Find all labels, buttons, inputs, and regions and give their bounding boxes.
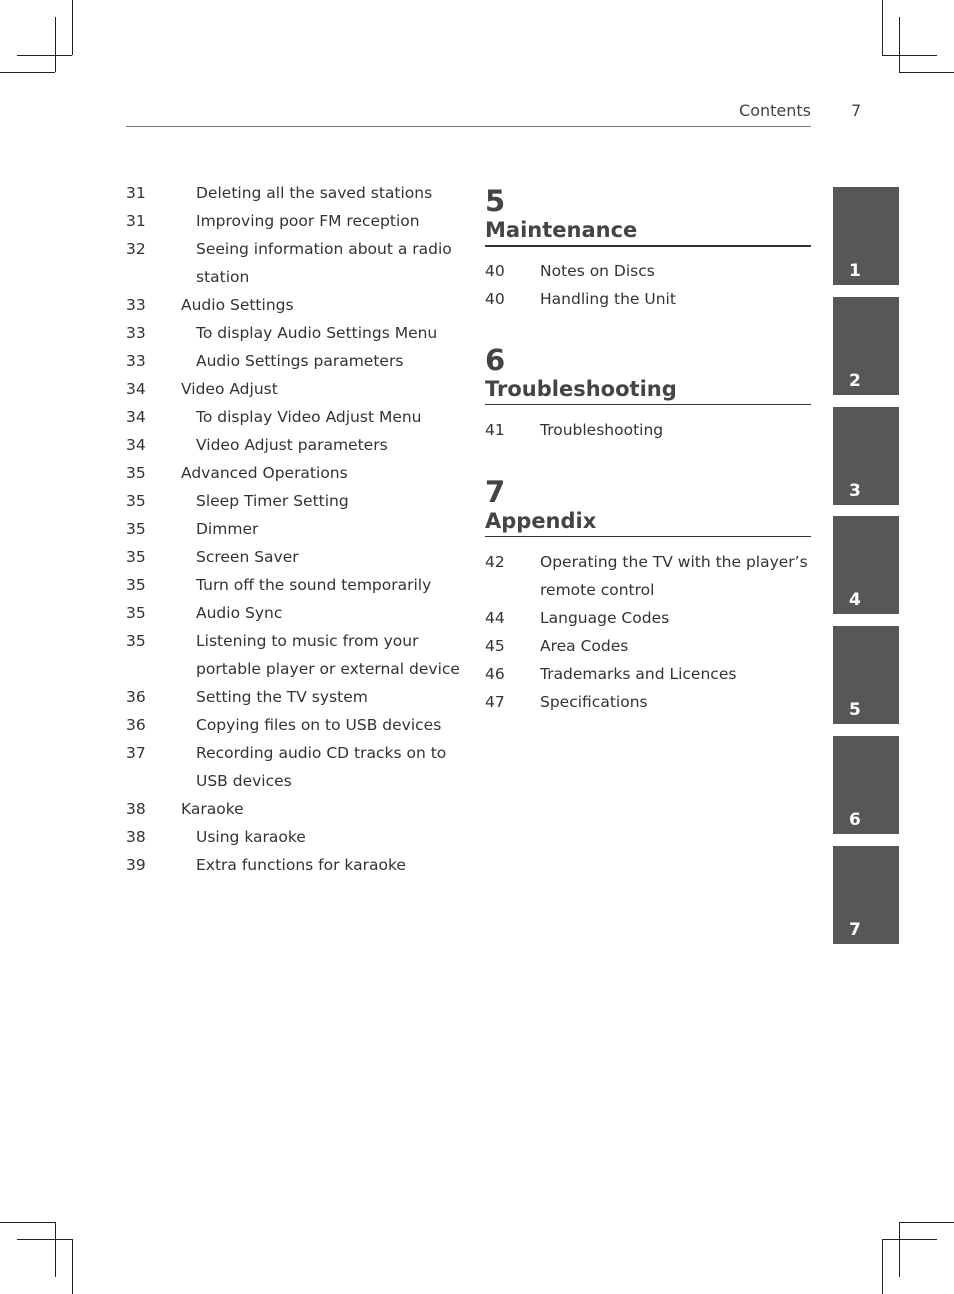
section-rule xyxy=(485,536,811,537)
toc-entry xyxy=(126,207,456,235)
toc-entry-label: Audio Settings xyxy=(181,296,294,314)
crop-mark xyxy=(882,1239,883,1294)
section-number: 7 xyxy=(485,475,506,509)
toc-page-number: 41 xyxy=(485,421,505,439)
toc-entry xyxy=(126,627,456,655)
toc-entry-label: Specifications xyxy=(540,693,648,711)
chapter-tab-label: 6 xyxy=(849,810,861,830)
toc-entry xyxy=(485,660,811,688)
crop-mark xyxy=(882,1239,937,1240)
toc-entry-label: station xyxy=(196,268,250,286)
toc-entry-label: Setting the TV system xyxy=(196,688,368,706)
chapter-tab-label: 2 xyxy=(849,370,861,391)
toc-page-number: 36 xyxy=(126,688,146,706)
toc-entry-label: Notes on Discs xyxy=(540,262,655,280)
chapter-tab-2[interactable] xyxy=(833,297,899,395)
toc-entry-label: Listening to music from your xyxy=(196,632,419,650)
toc-entry-label: Advanced Operations xyxy=(181,464,348,482)
page-header-title: Contents xyxy=(739,101,811,120)
toc-entry-label: Video Adjust xyxy=(181,380,278,398)
toc-entry-continuation xyxy=(126,767,456,795)
toc-entry-continuation xyxy=(485,576,811,604)
toc-page-number: 42 xyxy=(485,553,505,571)
toc-entry xyxy=(126,823,456,851)
toc-entry-label: Trademarks and Licences xyxy=(540,665,737,683)
toc-entry-label: Audio Settings parameters xyxy=(196,352,404,370)
toc-page-number: 35 xyxy=(126,632,146,650)
toc-entry-label: portable player or external device xyxy=(196,660,460,678)
toc-entry-label: USB devices xyxy=(196,772,292,790)
toc-page-number: 34 xyxy=(126,380,146,398)
chapter-tab-label: 7 xyxy=(849,919,861,940)
toc-page-number: 31 xyxy=(126,184,146,202)
toc-entry-label: Seeing information about a radio xyxy=(196,240,452,258)
chapter-tab-label: 4 xyxy=(849,590,861,611)
toc-page-number: 35 xyxy=(126,492,146,510)
toc-entry-continuation xyxy=(126,263,456,291)
toc-entry-label: Recording audio CD tracks on to xyxy=(196,744,447,762)
toc-page-number: 31 xyxy=(126,212,146,230)
toc-entry-label: Operating the TV with the player’s xyxy=(540,553,808,571)
toc-entry xyxy=(485,257,811,285)
toc-entry-label: Handling the Unit xyxy=(540,290,676,308)
toc-entry-label: Dimmer xyxy=(196,520,259,538)
toc-entry-label: Video Adjust parameters xyxy=(196,436,388,454)
toc-page-number: 40 xyxy=(485,262,505,280)
toc-page-number: 37 xyxy=(126,744,146,762)
toc-page-number: 40 xyxy=(485,290,505,308)
crop-mark xyxy=(17,1239,72,1240)
toc-page-number: 32 xyxy=(126,240,146,258)
section-title: Troubleshooting xyxy=(485,377,677,401)
chapter-tab-label: 1 xyxy=(849,261,861,281)
chapter-tab-3[interactable] xyxy=(833,407,899,505)
toc-entry-label: Screen Saver xyxy=(196,548,299,566)
toc-entry xyxy=(126,571,456,599)
toc-entry-label: Troubleshooting xyxy=(540,421,664,439)
crop-mark xyxy=(0,1222,55,1223)
toc-page-number: 35 xyxy=(126,604,146,622)
section-title: Maintenance xyxy=(485,218,638,242)
toc-entry xyxy=(126,599,456,627)
crop-mark xyxy=(0,72,55,73)
toc-entry-label: Sleep Timer Setting xyxy=(196,492,349,510)
toc-entry-label: Turn off the sound temporarily xyxy=(196,576,432,594)
toc-entry-label: To display Video Adjust Menu xyxy=(196,408,422,426)
toc-page-number: 46 xyxy=(485,665,505,683)
toc-entry xyxy=(126,347,456,375)
toc-page-number: 35 xyxy=(126,520,146,538)
toc-entry-label: Improving poor FM reception xyxy=(196,212,420,230)
toc-page-number: 33 xyxy=(126,352,146,370)
toc-entry xyxy=(485,285,811,313)
toc-entry-label: Area Codes xyxy=(540,637,629,655)
section-title: Appendix xyxy=(485,509,597,533)
toc-page-number: 39 xyxy=(126,856,146,874)
toc-page-number: 47 xyxy=(485,693,505,711)
toc-entry-label: To display Audio Settings Menu xyxy=(196,324,438,342)
page-number: 7 xyxy=(851,101,862,120)
toc-entry xyxy=(126,179,456,207)
toc-page-number: 35 xyxy=(126,576,146,594)
toc-page-number: 44 xyxy=(485,609,505,627)
toc-page-number: 33 xyxy=(126,324,146,342)
toc-entry xyxy=(485,416,811,444)
chapter-tab-4[interactable] xyxy=(833,516,899,614)
toc-entry-label: Deleting all the saved stations xyxy=(196,184,433,202)
toc-entry xyxy=(126,319,456,347)
toc-page-number: 34 xyxy=(126,436,146,454)
crop-mark xyxy=(72,1239,73,1294)
toc-entry xyxy=(485,632,811,660)
crop-mark xyxy=(72,0,73,55)
toc-entry-label: Language Codes xyxy=(540,609,670,627)
section-number: 6 xyxy=(485,343,506,377)
crop-mark xyxy=(899,1222,954,1223)
chapter-tab-6[interactable] xyxy=(833,736,899,834)
toc-page-number: 38 xyxy=(126,800,146,818)
toc-entry xyxy=(126,515,456,543)
toc-entry xyxy=(126,375,456,403)
toc-entry xyxy=(126,291,456,319)
toc-entry xyxy=(126,431,456,459)
toc-entry xyxy=(485,688,811,716)
toc-page-number: 45 xyxy=(485,637,505,655)
toc-page-number: 36 xyxy=(126,716,146,734)
crop-mark xyxy=(899,17,900,72)
toc-entry xyxy=(126,543,456,571)
chapter-tab-label: 5 xyxy=(849,700,861,721)
section-rule xyxy=(485,245,811,247)
chapter-tab-1[interactable] xyxy=(833,187,899,285)
chapter-tab-7[interactable] xyxy=(833,846,899,944)
toc-entry xyxy=(126,711,456,739)
toc-entry xyxy=(126,683,456,711)
toc-page-number: 34 xyxy=(126,408,146,426)
toc-entry-label: remote control xyxy=(540,581,655,599)
toc-page-number: 33 xyxy=(126,296,146,314)
crop-mark xyxy=(55,17,56,72)
toc-entry-label: Copying files on to USB devices xyxy=(196,716,442,734)
toc-entry-continuation xyxy=(126,655,460,683)
toc-entry xyxy=(126,487,456,515)
toc-entry xyxy=(485,548,811,576)
toc-entry-label: Audio Sync xyxy=(196,604,283,622)
toc-entry-label: Using karaoke xyxy=(196,828,306,846)
section-rule xyxy=(485,404,811,405)
crop-mark xyxy=(899,1222,900,1277)
crop-mark xyxy=(17,55,72,56)
toc-entry xyxy=(126,403,456,431)
toc-page-number: 35 xyxy=(126,464,146,482)
crop-mark xyxy=(882,55,937,56)
toc-entry xyxy=(126,459,456,487)
section-number: 5 xyxy=(485,184,506,218)
header-rule xyxy=(126,126,811,127)
chapter-tab-5[interactable] xyxy=(833,626,899,724)
toc-entry xyxy=(126,739,456,767)
toc-entry-label: Extra functions for karaoke xyxy=(196,856,406,874)
crop-mark xyxy=(882,0,883,55)
toc-entry xyxy=(485,604,811,632)
crop-mark xyxy=(899,72,954,73)
crop-mark xyxy=(55,1222,56,1277)
toc-entry xyxy=(126,851,456,879)
toc-entry xyxy=(126,795,456,823)
toc-page-number: 38 xyxy=(126,828,146,846)
toc-entry-label: Karaoke xyxy=(181,800,244,818)
chapter-tab-label: 3 xyxy=(849,480,861,501)
toc-page-number: 35 xyxy=(126,548,146,566)
toc-entry xyxy=(126,235,456,263)
